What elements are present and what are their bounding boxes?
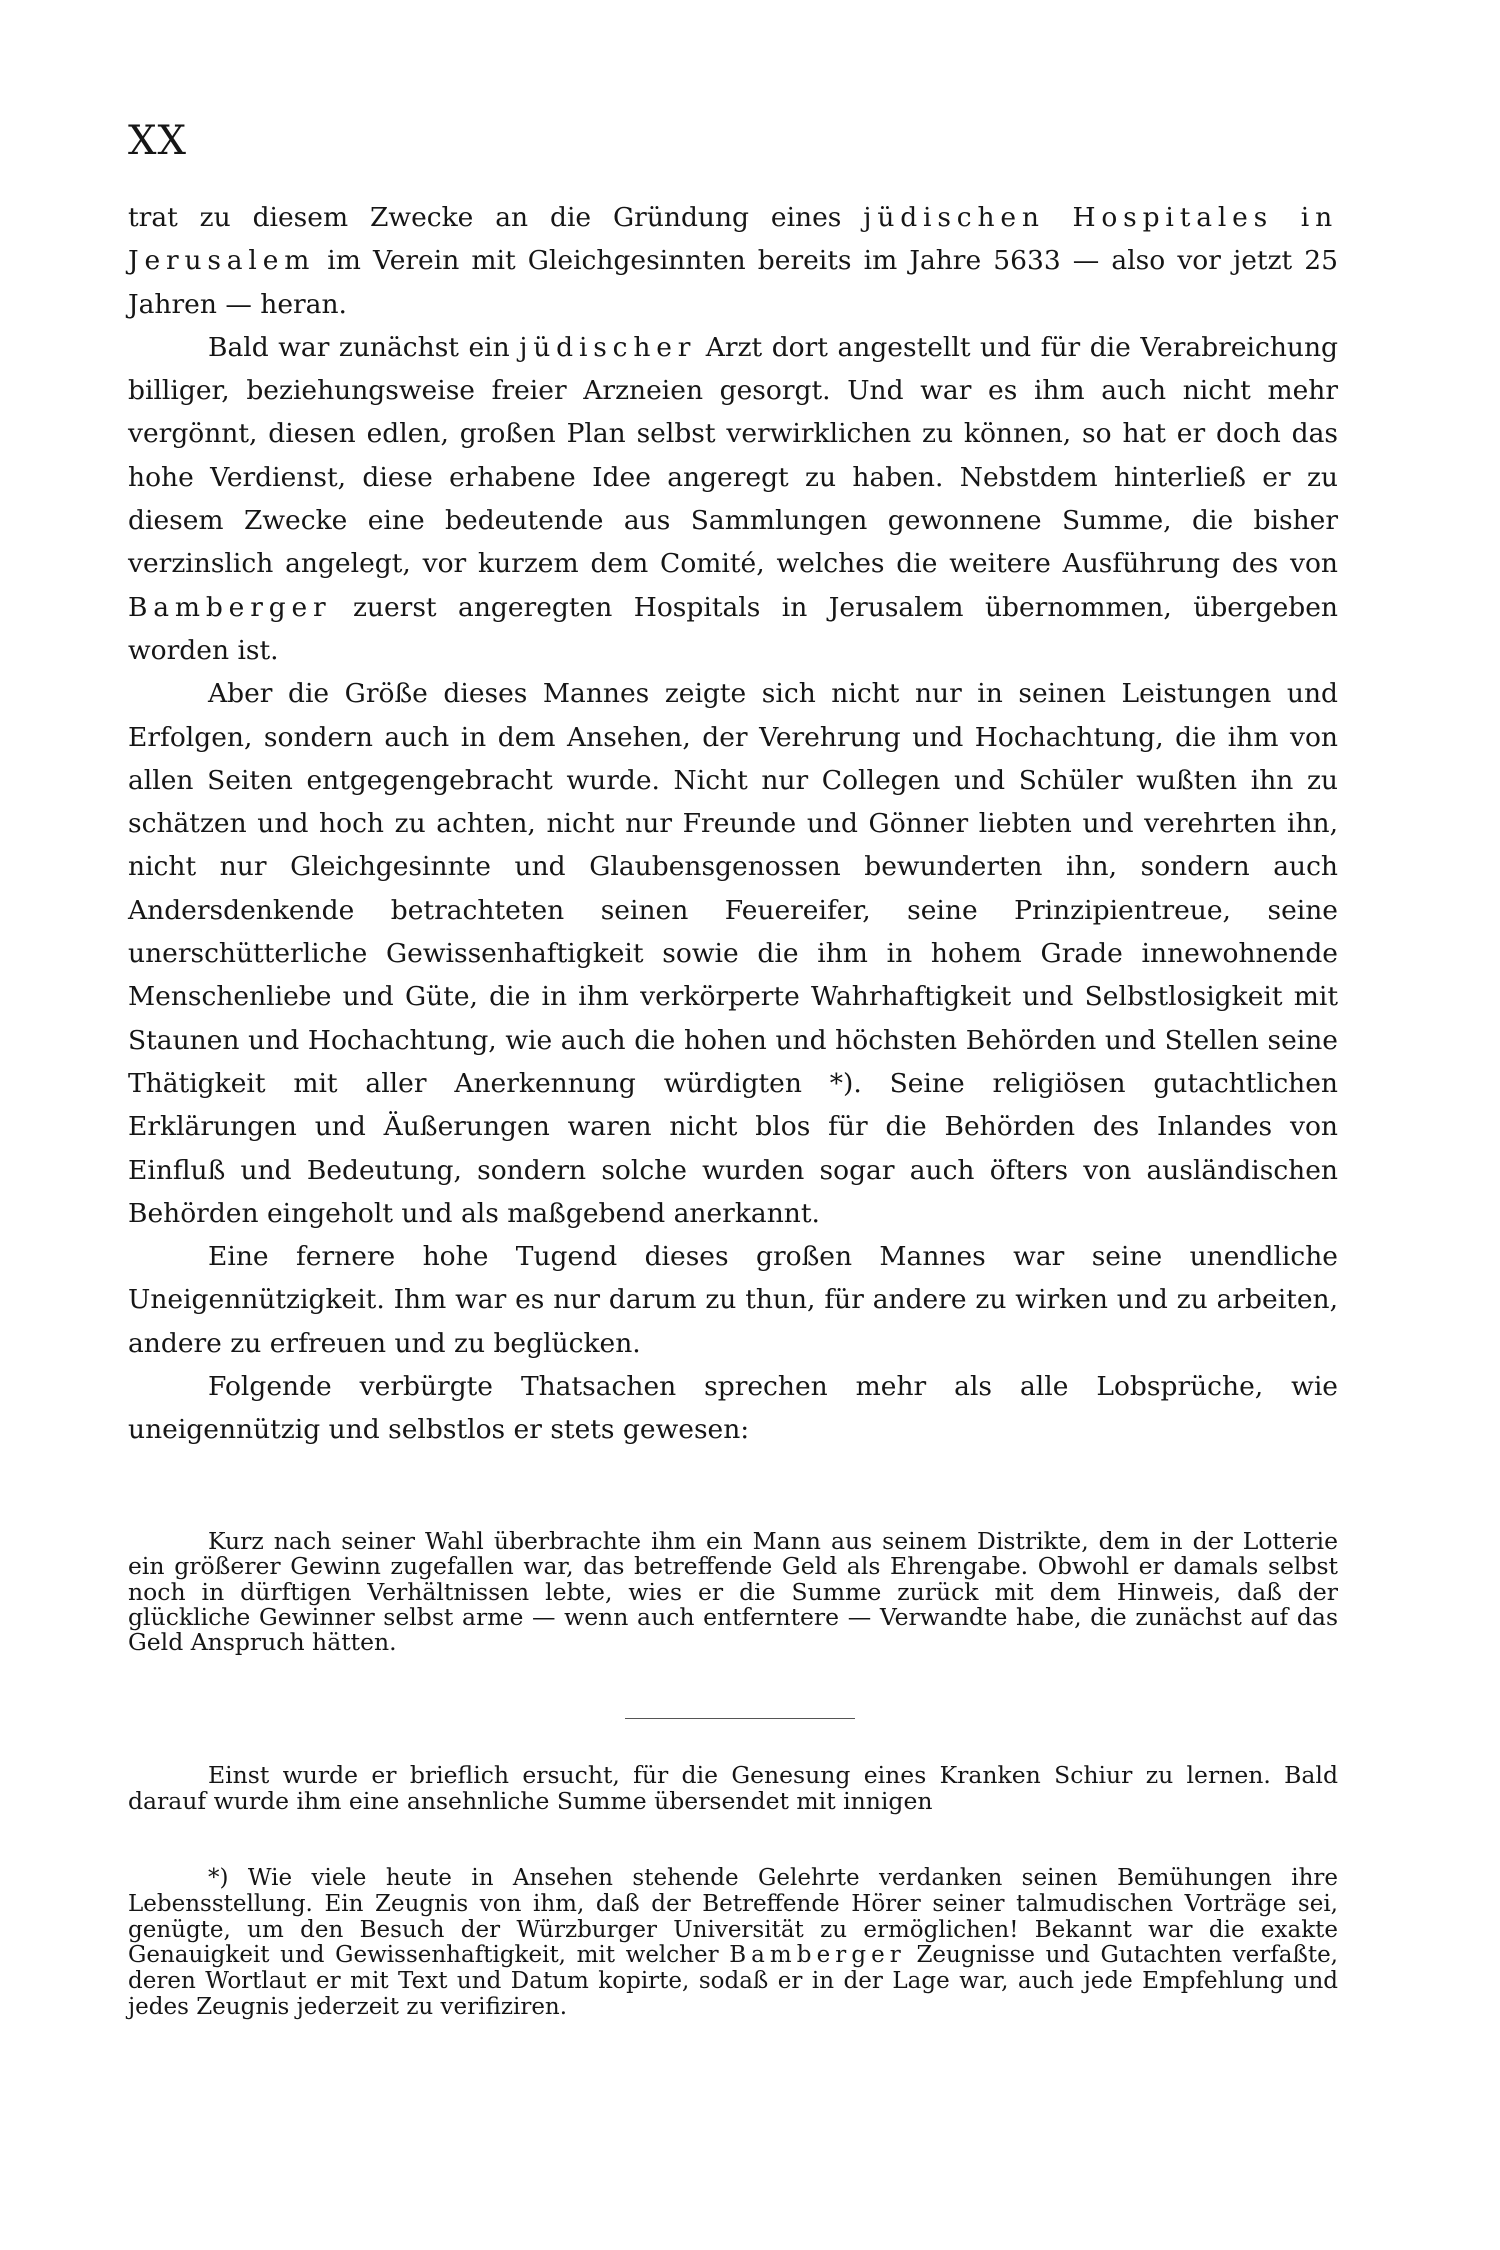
emphasis-text: Bamberger	[729, 1942, 906, 1969]
paragraph: Aber die Größe dieses Mannes zeigte sich nicht nur in seinen Leistungen und Erfolgen, sondern auch in dem Ansehen, der Verehrung und Hochachtung, die ihm von allen Seiten entgegengebracht wurde. Nicht nur Collegen und Schüler wußten ihn zu schätzen und hoch zu achten, nicht nur Freunde und Gönner liebten und verehrten ihn, nicht nur Gleichgesinnte und Glaubensgenossen bewunderten ihn, sondern auch Andersdenkende betrachteten seinen Feuereifer, seine Prinzipientreue, seine unerschütterliche Gewissenhaftigkeit sowie die ihm in hohem Grade innewohnende Menschenliebe und Güte, die in ihm verkörperte Wahrhaftigkeit und Selbstlosigkeit mit Staunen und Hochachtung, wie auch die hohen und höchsten Behörden und Stellen seine Thätigkeit mit aller Anerkennung würdigten *). Seine religiösen gutachtlichen Erklärungen und Äußerungen waren nicht blos für die Behörden des Inlandes von Einfluß und Bedeutung, sondern solche wurden sogar auch öfters von ausländischen Behörden eingeholt und als maßgebend anerkannt.	[128, 678, 1338, 1229]
text-run: zuerst angeregten Hospitals in Jerusalem übernommen, übergeben worden ist.	[128, 591, 1338, 666]
page-number: XX	[128, 118, 187, 164]
quoted-anecdote	[128, 1762, 1338, 1814]
paragraph	[128, 326, 1338, 672]
anecdote-text: Einst wurde er brieflich ersucht, für die Genesung eines Kranken Schiur zu lernen. Bald darauf wurde ihm eine ansehnliche Summe übersendet mit innigen	[128, 1761, 1338, 1815]
anecdote-text: Kurz nach seiner Wahl überbrachte ihm ein Mann aus seinem Distrikte, dem in der Lotterie ein größerer Gewinn zugefallen war, das betreffende Geld als Ehrengabe. Obwohl er damals selbst noch in dürftigen Verhältnissen lebte, wies er die Summe zurück mit dem Hinweis, daß der glückliche Gewinner selbst arme — wenn auch entferntere — Verwandte habe, die zunächst auf das Geld Anspruch hätten.	[128, 1527, 1338, 1657]
emphasis-text: jüdischer	[519, 331, 697, 363]
text-run: *) Wie viele heute in Ansehen stehende Gelehrte verdanken seinen Bemühungen ihre Lebensstellung. Ein Zeugnis von ihm, daß der Betreffende Hörer seiner talmudischen Vorträge sei, genügte, um den Besuch der Würzburger Universität zu ermöglichen! Bekannt war die exakte Genauigkeit und Gewissenhaftigkeit, mit welcher	[128, 1865, 1338, 1969]
text-run: im Verein mit Gleichgesinnten bereits im Jahre 5633 — also vor jetzt 25 Jahren — heran.	[128, 245, 1338, 320]
paragraph: Folgende verbürgte Thatsachen sprechen mehr als alle Lobsprüche, wie uneigennützig und selbstlos er stets gewesen:	[128, 1371, 1338, 1446]
footnote-text	[128, 1866, 1338, 2021]
emphasis-text: Bamberger	[128, 591, 332, 623]
main-text	[128, 196, 1338, 1452]
text-run: trat zu diesem Zwecke an die Gründung eines	[128, 202, 864, 233]
paragraph: Eine fernere hohe Tugend dieses großen Mannes war seine unendliche Uneigennützigkeit. Ihm war es nur darum zu thun, für andere zu wirken und zu arbeiten, andere zu erfreuen und zu beglücken.	[128, 1241, 1338, 1359]
quoted-anecdote	[128, 1529, 1338, 1655]
text-run: Arzt dort angestellt und für die Verabreichung billiger, beziehungsweise freier Arzneien gesorgt. Und war es ihm auch nicht mehr vergönnt, diesen edlen, großen Plan selbst verwirklichen zu können, so hat er doch das hohe Verdienst, diese erhabene Idee angeregt zu haben. Nebstdem hinterließ er zu diesem Zwecke eine bedeutende aus Sammlungen gewonnene Summe, die bisher verzinslich angelegt, vor kurzem dem Comité, welches die weitere Ausführung des von	[128, 331, 1338, 580]
divider	[625, 1718, 855, 1719]
emphasis-text: jüdischen Hospitales in Jerusalem	[128, 202, 1338, 277]
text-run: Zeugnisse und Gutachten verfaßte, deren Wortlaut er mit Text und Datum kopirte, sodaß er in der Lage war, auch jede Empfehlung und jedes Zeugnis jederzeit zu verifiziren.	[128, 1942, 1338, 2020]
text-run: Bald war zunächst ein	[208, 331, 520, 363]
footnote	[128, 1866, 1338, 2021]
paragraph	[128, 196, 1338, 326]
